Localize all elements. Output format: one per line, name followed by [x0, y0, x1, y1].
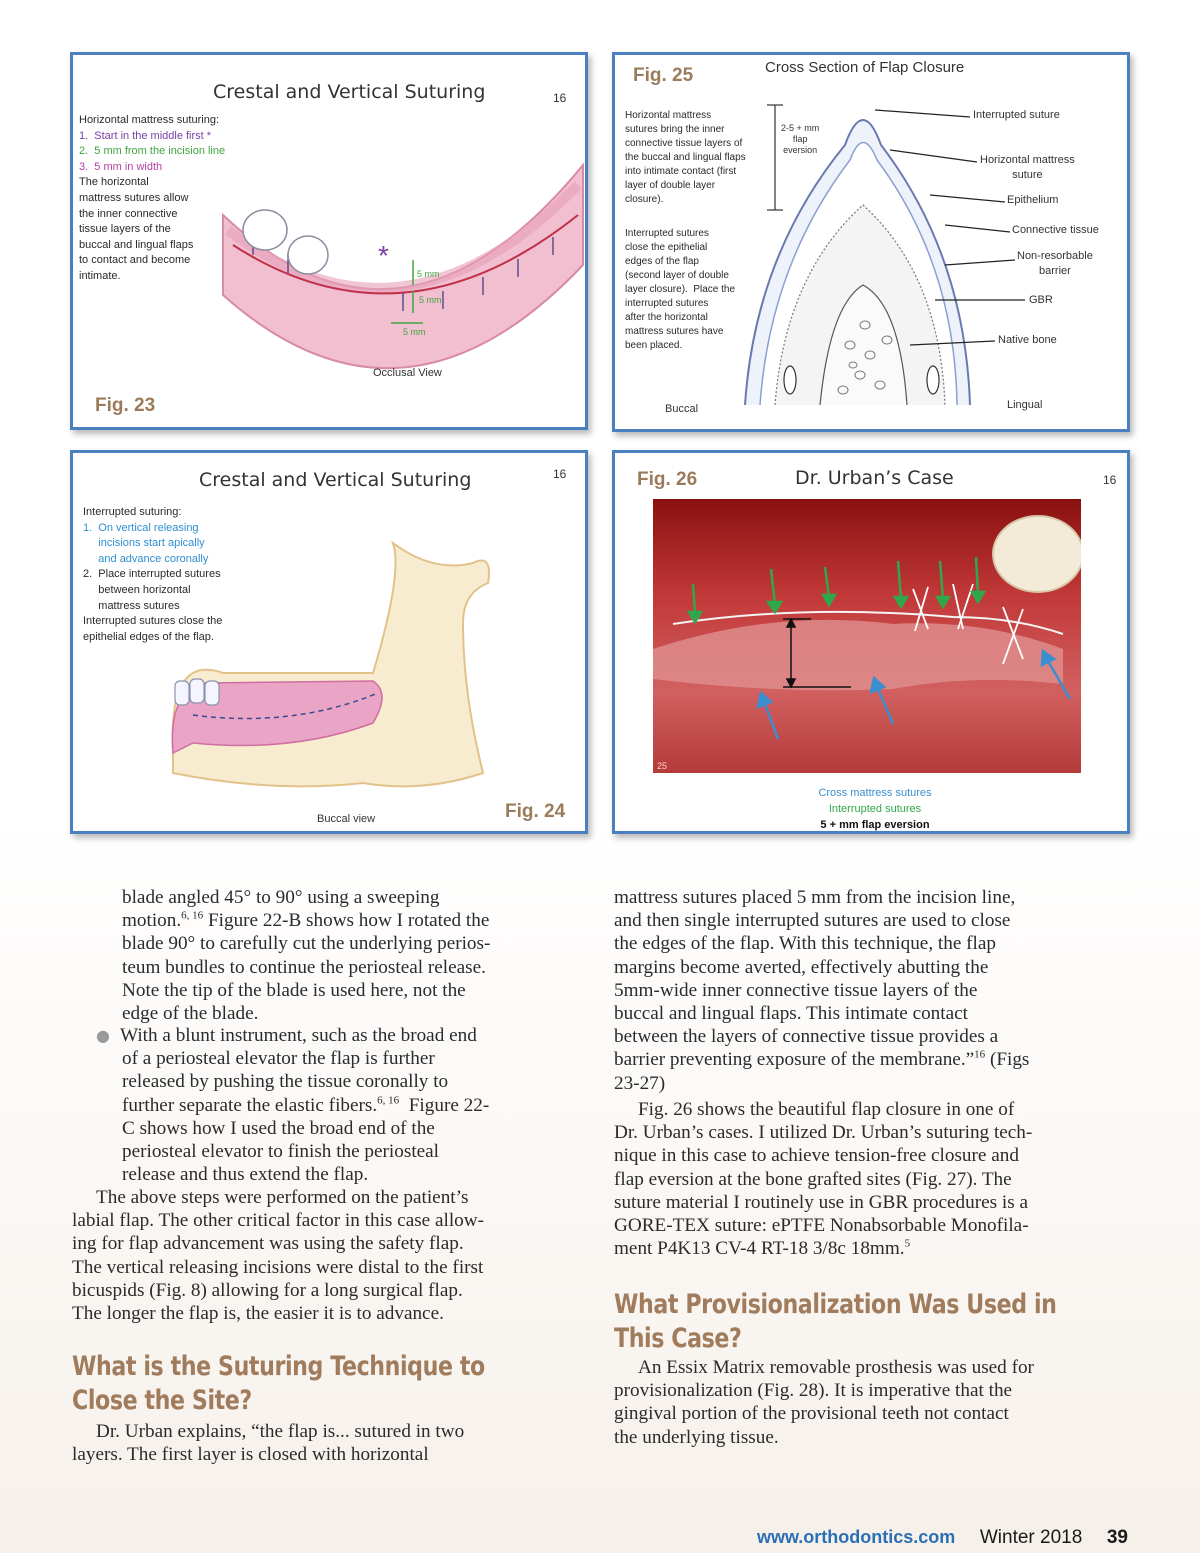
fig26-legend-eversion: 5 + mm flap eversion	[820, 819, 930, 831]
fig23-desc-4: buccal and lingual flaps	[79, 238, 194, 251]
heading-provisional-line-0: What Provisionalization Was Used in	[614, 1289, 1057, 1320]
page-footer	[757, 1527, 1128, 1549]
col2-p1-line-8: (Figs	[989, 1049, 1030, 1071]
fig25-title: Cross Section of Flap Closure	[765, 59, 965, 76]
fig24-intro: Interrupted suturing:	[83, 506, 182, 518]
col1-p2-citation: 6, 16	[377, 1094, 400, 1107]
col1-p2-line-2: released by pushing the tissue coronally to	[122, 1071, 449, 1093]
fig26-legend-interrupted: Interrupted sutures	[828, 803, 922, 815]
fig23-title: Crestal and Vertical Suturing	[213, 81, 486, 103]
col2-p1-line-3: margins become averted, effectively abutting the	[614, 956, 989, 978]
fig25-eversion-label	[781, 123, 819, 156]
fig25-eversion-1: flap	[792, 134, 808, 144]
fig23-measure-b: 5 mm	[419, 295, 442, 305]
col1-p2-line-0: With a blunt instrument, such as the broad end	[120, 1025, 477, 1046]
heading-provisional-line-1: This Case?	[614, 1323, 742, 1354]
footer-issue: Winter 2018	[979, 1527, 1083, 1548]
fig25-label-barrier-1: barrier	[1039, 265, 1071, 277]
fig23-slide-number: 16	[553, 91, 567, 105]
column-1-paragraph-4	[72, 1420, 592, 1466]
fig23-step-2: 2. 5 mm from the incision line	[79, 145, 226, 158]
col2-p2-line-4: suture material I routinely use in GBR procedures is a	[614, 1191, 1029, 1213]
fig24-closing-0: Interrupted sutures close the	[83, 615, 223, 628]
col2-p3-line-0: An Essix Matrix removable prosthesis was used for	[638, 1357, 1034, 1378]
heading-suturing-line-1: Close the Site?	[72, 1385, 252, 1416]
fig25-text1-3: the buccal and lingual flaps	[625, 152, 746, 163]
col2-p1-line-7: barrier preventing exposure of the membrane.”	[614, 1049, 975, 1071]
col1-p1-line-1: motion.	[122, 910, 182, 932]
fig24-step2-1: between horizontal	[83, 583, 191, 596]
col1-p2-line-4: Figure 22-	[408, 1094, 490, 1116]
col2-p1-line-9: 23-27)	[614, 1072, 666, 1094]
col2-p3-line-2: gingival portion of the provisional teeth not contact	[614, 1403, 1009, 1425]
col2-p1-line-6: between the layers of connective tissue provides a	[614, 1026, 999, 1048]
col2-p2-line-1: Dr. Urban’s cases. I utilized Dr. Urban’s suturing tech-	[614, 1122, 1033, 1144]
fig25-label-horizontal-0: Horizontal mattress	[980, 154, 1075, 166]
fig25-text1-5: layer of double layer	[625, 180, 716, 191]
column-2-paragraph-2	[614, 1098, 1134, 1260]
col1-p1-line-6: edge of the blade.	[122, 1003, 259, 1025]
fig23-measure-a: 5 mm	[417, 269, 440, 279]
col1-p1-line-3: blade 90° to carefully cut the underlying perios-	[122, 933, 491, 955]
fig24-step1-0: 1. On vertical releasing	[83, 521, 199, 534]
fig25-label-barrier	[1017, 249, 1093, 279]
bullet-icon: ●	[96, 1026, 110, 1045]
heading-suturing-line-0: What is the Suturing Technique to	[72, 1351, 485, 1382]
col2-p2-line-6-wrap	[614, 1237, 1134, 1260]
fig25-text1-1: sutures bring the inner	[625, 124, 725, 135]
fig25-buccal: Buccal	[665, 403, 699, 415]
col1-p1-citation: 6, 16	[181, 909, 204, 922]
fig26-label: Fig. 26	[637, 469, 698, 490]
col2-p3-line-1: provisionalization (Fig. 28). It is imperative that the	[614, 1380, 1013, 1402]
fig25-label-bone: Native bone	[998, 334, 1057, 346]
fig25-label-connective: Connective tissue	[1012, 224, 1099, 236]
fig24-closing-1: epithelial edges of the flap.	[83, 630, 214, 643]
fig26-legend	[775, 785, 975, 833]
fig25-text2-6: after the horizontal	[625, 312, 708, 323]
fig26-title: Dr. Urban’s Case	[795, 467, 954, 489]
svg-text:*: *	[378, 240, 389, 271]
fig25-text1-4: into intimate contact (first	[625, 166, 737, 177]
buccal-mandible-illustration	[73, 453, 588, 834]
column-1-bullet	[120, 1024, 592, 1186]
fig23-measure-c: 5 mm	[403, 327, 426, 337]
fig25-text1-0: Horizontal mattress	[625, 110, 712, 121]
col2-p2-line-2: nique in this case to achieve tension-free closure and	[614, 1145, 1019, 1167]
fig24-title: Crestal and Vertical Suturing	[199, 469, 472, 491]
col2-p2-line-3: flap eversion at the bone grafted sites (Fig. 27). The	[614, 1168, 1012, 1190]
col1-p2-line-7: release and thus extend the flap.	[122, 1164, 369, 1186]
col1-p2-line-5: C shows how I used the broad end of the	[122, 1117, 435, 1139]
fig25-text2-5: interrupted sutures	[625, 298, 709, 309]
fig23-intro: Horizontal mattress suturing:	[79, 114, 219, 126]
col1-p1-line-5: Note the tip of the blade is used here, not the	[122, 979, 466, 1001]
fig25-text2-2: edges of the flap	[625, 256, 699, 267]
figure-26	[612, 450, 1130, 834]
fig25-label: Fig. 25	[633, 65, 694, 86]
fig25-label-horizontal-1: suture	[1012, 169, 1043, 181]
fig25-text2-3: (second layer of double	[625, 270, 729, 281]
column-2-paragraph-3	[614, 1356, 1134, 1449]
occlusal-arch-illustration	[73, 55, 588, 430]
col1-p2-line-3-wrap	[120, 1094, 592, 1117]
col1-p3-line-1: labial flap. The other critical factor in this case allow-	[72, 1210, 485, 1232]
col1-p1-line-2: Figure 22-B shows how I rotated the	[207, 910, 490, 932]
fig25-text2-0: Interrupted sutures	[625, 228, 709, 239]
fig23-desc-2: the inner connective	[79, 207, 178, 220]
column-1-list-continuation	[122, 886, 592, 1025]
fig25-label-interrupted: Interrupted suture	[973, 109, 1060, 121]
col1-p4-line-1: layers. The first layer is closed with horizontal	[72, 1444, 429, 1466]
fig23-step-1: 1. Start in the middle first *	[79, 129, 212, 142]
fig25-text2-4: layer closure). Place the	[625, 284, 736, 295]
col1-p4-line-0: Dr. Urban explains, “the flap is... sutured in two	[96, 1421, 465, 1442]
col1-p3-line-2: ing for flap advancement was using the safety flap.	[72, 1233, 464, 1255]
col1-p3-line-3: The vertical releasing incisions were distal to the first	[72, 1256, 484, 1278]
fig25-eversion-2: eversion	[783, 145, 818, 155]
fig23-desc-3: tissue layers of the	[79, 223, 171, 236]
fig25-eversion-0: 2-5 + mm	[781, 123, 820, 133]
figure-25	[612, 52, 1130, 432]
col2-p1-line-4: 5mm-wide inner connective tissue layers of the	[614, 979, 978, 1001]
fig23-label: Fig. 23	[95, 395, 156, 416]
fig23-desc-0: The horizontal	[79, 176, 149, 189]
fig25-text2-1: close the epithelial	[625, 242, 708, 253]
fig24-step1-2: and advance coronally	[83, 552, 209, 565]
col1-p2-line-6: periosteal elevator to finish the periosteal	[122, 1141, 440, 1163]
fig25-label-gbr: GBR	[1029, 294, 1053, 306]
col2-p1-line-7-wrap	[614, 1048, 1134, 1071]
col1-p3-line-5: The longer the flap is, the easier it is to advance.	[72, 1303, 444, 1325]
col2-p1-line-2: the edges of the flap. With this technique, the flap	[614, 933, 996, 955]
col2-p2-line-6: ment P4K13 CV-4 RT-18 3/8c 18mm.	[614, 1238, 905, 1260]
fig25-text2-8: been placed.	[625, 340, 683, 351]
fig25-lingual: Lingual	[1007, 399, 1043, 411]
col1-p1-line-1-wrap	[122, 909, 592, 932]
column-1-paragraph-3	[72, 1186, 592, 1325]
fig25-label-barrier-0: Non-resorbable	[1017, 250, 1093, 262]
col2-p2-line-0: Fig. 26 shows the beautiful flap closure in one of	[638, 1099, 1015, 1120]
figure-23	[70, 52, 588, 430]
col2-p1-line-1: and then single interrupted sutures are used to close	[614, 910, 1011, 932]
fig25-text1-2: connective tissue layers of	[625, 138, 743, 149]
fig23-step-3: 3. 5 mm in width	[79, 160, 163, 173]
fig23-desc-6: intimate.	[79, 269, 121, 282]
photo-corner-number: 25	[657, 761, 668, 771]
fig23-desc-1: mattress sutures allow	[79, 191, 189, 204]
clinical-photo	[653, 499, 1081, 773]
figure-24	[70, 450, 588, 834]
fig24-caption: Buccal view	[317, 813, 376, 825]
col1-p1-line-0: blade angled 45° to 90° using a sweeping	[122, 887, 440, 908]
heading-suturing-technique	[72, 1350, 485, 1418]
fig23-desc-5: to contact and become	[79, 254, 191, 267]
fig24-label: Fig. 24	[505, 801, 566, 822]
column-2-paragraph-1	[614, 886, 1134, 1095]
fig25-text2-7: mattress sutures have	[625, 326, 724, 337]
footer-url[interactable]: www.orthodontics.com	[756, 1527, 956, 1547]
fig24-step1-1: incisions start apically	[83, 537, 205, 550]
fig25-text1-6: closure).	[625, 194, 664, 205]
col2-p3-line-3: the underlying tissue.	[614, 1426, 779, 1448]
col2-p1-line-0: mattress sutures placed 5 mm from the incision line,	[614, 887, 1016, 908]
col1-p2-line-3: further separate the elastic fibers.	[122, 1094, 378, 1116]
col2-p2-citation: 5	[904, 1237, 911, 1250]
col1-p3-line-4: bicuspids (Fig. 8) allowing for a long surgical flap.	[72, 1279, 463, 1301]
col2-p1-line-5: buccal and lingual flaps. This intimate contact	[614, 1003, 968, 1025]
fig23-caption: Occlusal View	[373, 367, 442, 379]
heading-provisionalization	[614, 1288, 1057, 1356]
fig25-label-epithelium: Epithelium	[1007, 194, 1059, 206]
fig26-legend-cross: Cross mattress sutures	[818, 787, 932, 799]
col2-p2-line-5: GORE-TEX suture: ePTFE Nonabsorbable Monofila-	[614, 1215, 1029, 1237]
fig25-label-horizontal	[980, 153, 1075, 183]
col1-p2-line-1: of a periosteal elevator the flap is further	[122, 1048, 435, 1070]
col1-p1-line-4: teum bundles to continue the periosteal release.	[122, 956, 486, 978]
footer-page-number: 39	[1106, 1527, 1128, 1548]
fig26-slide-number: 16	[1103, 473, 1117, 487]
fig24-slide-number: 16	[553, 467, 567, 481]
fig24-step2-0: 2. Place interrupted sutures	[83, 568, 221, 581]
fig24-step2-2: mattress sutures	[83, 599, 180, 612]
col2-p1-citation: 16	[974, 1049, 986, 1062]
col1-p3-line-0: The above steps were performed on the patient’s	[96, 1187, 469, 1208]
